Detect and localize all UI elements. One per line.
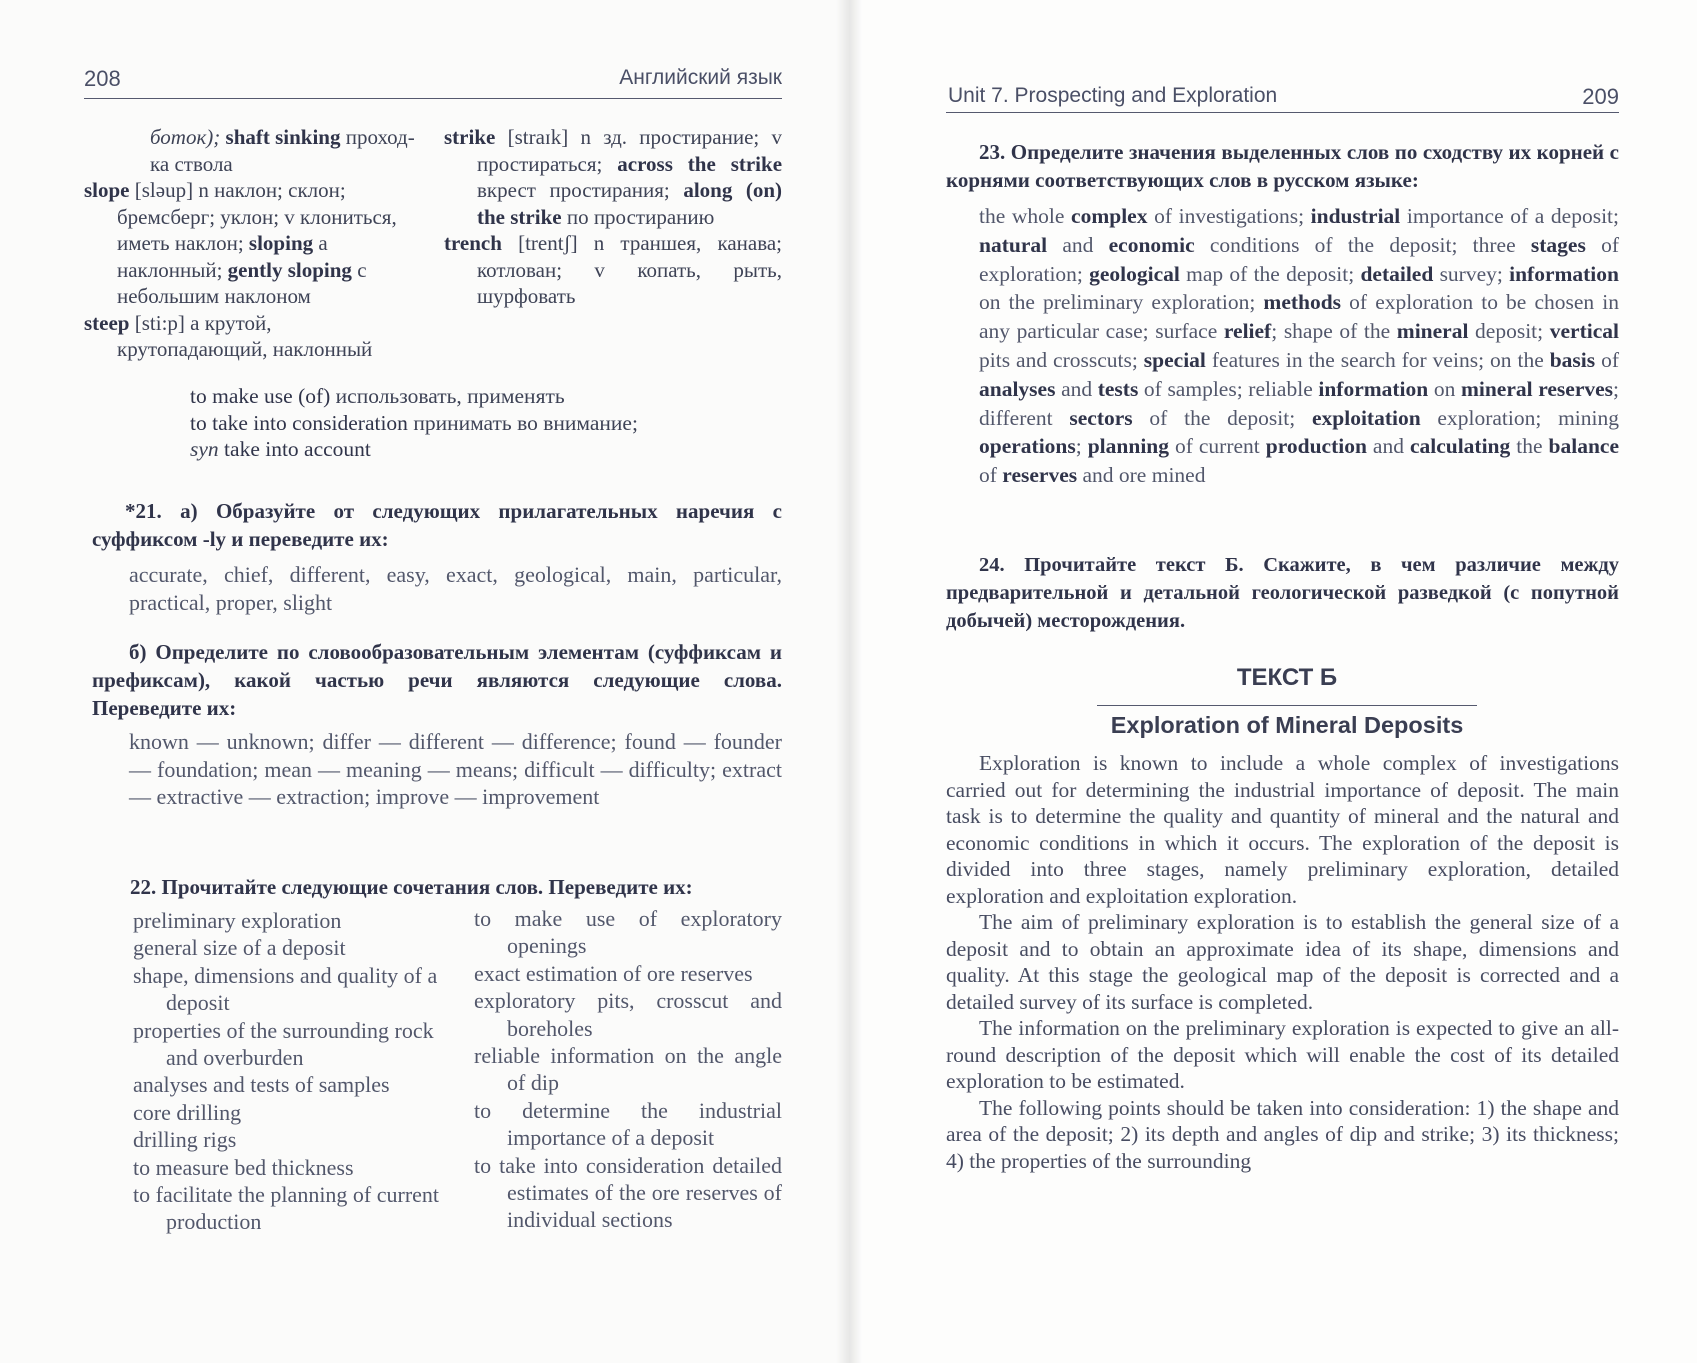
highlighted-word: vertical <box>1549 319 1619 344</box>
phrase-line: shape, dimensions and quality of a deposit <box>133 962 438 1016</box>
text-fragment: ; <box>1075 434 1088 459</box>
text-fragment: and <box>1047 232 1109 257</box>
vocab-definition: проход-ка ствола <box>150 125 415 176</box>
left-page <box>0 0 848 1363</box>
phrase-line: to determine the industrial importance of a deposit <box>474 1097 782 1151</box>
highlighted-word: detailed <box>1360 261 1434 286</box>
task-23 <box>946 138 1619 490</box>
text-fragment: on <box>1428 376 1461 401</box>
text-fragment: ; shape of the <box>1271 319 1397 344</box>
highlighted-word: stages <box>1530 232 1586 257</box>
text-title: Exploration of Mineral Deposits <box>1110 712 1464 738</box>
phrase-syn: syn <box>190 437 219 461</box>
highlighted-word: basis <box>1549 347 1596 372</box>
vocab-definition: по простиранию <box>566 204 715 229</box>
running-head: Unit 7. Prospecting and Exploration <box>948 84 1278 107</box>
text-fragment: importance of a deposit; <box>1400 204 1619 228</box>
text-fragment: and ore mined <box>1077 463 1206 488</box>
text-label: ТЕКСТ Б <box>1236 664 1338 691</box>
phrase-line: exact estimation of ore reserves <box>474 960 753 986</box>
vocab-definition: [straɪk] n зд. простирание; v простираться; <box>477 125 782 176</box>
running-head: Английский язык <box>619 66 782 89</box>
task-21a-title: *21. а) Образуйте от следующих прилагательных наречия с суффиксом -ly и переведите их: <box>92 499 782 551</box>
text-fragment: deposit; <box>1468 319 1550 344</box>
phrase-line: drilling rigs <box>133 1127 237 1153</box>
task-24-title: 24. Прочитайте текст Б. Скажите, в чем различие между предварительной и детальной геологической разведкой (с попутной добычей) месторождения. <box>946 554 1619 632</box>
text-fragment: pits and crosscuts; <box>979 347 1144 372</box>
task-22 <box>130 873 782 901</box>
phrase-term: take into account <box>224 437 371 461</box>
phrase-line: core drilling <box>133 1099 242 1125</box>
vocab-definition: [sti:p] a крутой, крутопадающий, наклонный <box>117 310 373 361</box>
highlighted-word: information <box>1509 261 1619 286</box>
phrase-line: to facilitate the planning of current production <box>133 1182 440 1235</box>
vocab-definition: с небольшим наклоном <box>117 257 367 308</box>
task-21a-words: accurate, chief, different, easy, exact, geological, main, particular, practical, proper, slight <box>129 562 782 615</box>
highlighted-word: mineral reserves <box>1460 376 1614 401</box>
text-fragment: on the preliminary exploration; <box>979 290 1264 315</box>
highlighted-word: calculating <box>1409 434 1511 459</box>
phrase-term: to make use (of) <box>190 384 331 408</box>
text-fragment: survey; <box>1433 261 1510 286</box>
header-rule <box>84 98 782 99</box>
highlighted-word: relief <box>1223 319 1272 344</box>
vocab-definition: вкрест простирания; <box>477 178 670 202</box>
phrase-line: properties of the surrounding rock and overburden <box>133 1017 434 1071</box>
phrase-line: general size of a deposit <box>133 935 346 961</box>
vocab-term: across the strike <box>617 151 783 176</box>
phrase-item <box>190 436 782 463</box>
task-23-words <box>979 202 1619 490</box>
phrase-line: analyses and tests of samples <box>133 1072 390 1098</box>
right-page <box>849 0 1697 1363</box>
vocab-entry <box>117 124 420 177</box>
vocab-term: strike <box>444 125 496 149</box>
phrase-term: to take into consideration <box>190 410 408 435</box>
highlighted-word: balance <box>1548 434 1619 459</box>
vocab-term: sloping <box>248 231 314 255</box>
text-fragment: of current <box>1169 434 1266 459</box>
task-21a <box>92 497 782 616</box>
vocab-term: steep <box>84 310 130 335</box>
highlighted-word: exploitation <box>1311 405 1421 430</box>
highlighted-word: analyses <box>979 376 1056 401</box>
paragraph: Exploration is known to include a whole complex of investigations carried out for determining the industrial importance of deposit. The main task is to determine the quality and quantity of mineral and the natural and economic conditions in which it occurs. The exploration of the deposit is divided into three stages, namely preliminary exploration, detailed exploration and exploitation exploration. <box>946 751 1619 908</box>
phrase-item <box>190 383 782 410</box>
text-body <box>946 750 1619 1174</box>
text-fragment: exploration; mining <box>1420 405 1619 430</box>
highlighted-word: mineral <box>1396 319 1469 344</box>
vocab-column-1 <box>84 124 420 363</box>
vocab-definition: [slǝup] n наклон; склон; бремсберг; уклон; v клониться, иметь наклон; <box>117 178 397 255</box>
phrase-translation: использовать, применять <box>335 384 565 408</box>
text-fragment: of investigations; <box>1147 204 1311 228</box>
task-23-title: 23. Определите значения выделенных слов по сходству их корней с корнями соответствующих слов в русском языке: <box>946 140 1619 192</box>
text-fragment: of <box>979 463 1003 488</box>
text-fragment: the <box>1510 434 1549 459</box>
title-rule <box>1097 705 1477 706</box>
text-fragment: of exploration to be chosen in any particular case; surface <box>979 290 1619 344</box>
text-fragment: features in the search for veins; on the <box>1205 347 1550 372</box>
highlighted-word: complex <box>1071 204 1148 228</box>
header-rule <box>946 112 1619 113</box>
text-fragment: of samples; reliable <box>1138 376 1319 401</box>
highlighted-word: natural <box>979 232 1048 257</box>
text-fragment: map of the deposit; <box>1179 261 1361 286</box>
phrase-item <box>190 410 782 437</box>
task-22-column-2 <box>474 905 782 1234</box>
phrase-translation: принимать во внимание; <box>413 410 638 435</box>
task-22-title: 22. Прочитайте следующие сочетания слов. Переведите их: <box>130 875 693 899</box>
text-fragment: ; different <box>979 376 1620 430</box>
vocab-italic: боток); <box>150 125 221 149</box>
phrase-line: to take into consideration detailed estimates of the ore reserves of individual sections <box>474 1152 782 1233</box>
highlighted-word: reserves <box>1002 463 1078 488</box>
paragraph: The following points should be taken into consideration: 1) the shape and area of the deposit; 2) its depth and angles of dip and strike; 3) its thickness; 4) the properties of the surrounding <box>946 1095 1619 1173</box>
vocab-term: trench <box>444 231 502 255</box>
vocab-term: gently sloping <box>227 257 352 282</box>
text-fragment: of exploration; <box>979 232 1619 286</box>
phrase-line: reliable information on the angle of dip <box>474 1043 782 1096</box>
task-24 <box>946 551 1619 635</box>
vocab-term: along (on) the strike <box>477 178 783 229</box>
text-fragment: the whole <box>979 204 1072 228</box>
highlighted-word: production <box>1265 434 1367 459</box>
vocab-term: shaft sinking <box>225 125 341 149</box>
highlighted-word: sectors <box>1069 405 1133 430</box>
phrase-list <box>190 383 782 463</box>
paragraph: The aim of preliminary exploration is to establish the general size of a deposit and to obtain an approximate idea of its shape, dimensions and quality. At this stage the geological map of the deposit is corrected and a detailed survey of its surface is completed. <box>946 910 1619 1014</box>
task-22-column-1 <box>133 907 449 1236</box>
vocab-entry <box>444 124 782 230</box>
vocab-column-2 <box>444 124 782 310</box>
text-fragment: and <box>1055 376 1098 401</box>
vocab-definition: a наклонный; <box>117 231 328 282</box>
vocab-entry <box>84 177 420 310</box>
text-fragment: conditions of the deposit; three <box>1194 232 1531 257</box>
vocab-entry <box>444 230 782 310</box>
paragraph: The information on the preliminary exploration is expected to give an all-round description of the deposit which will enable the cost of its detailed exploration to be estimated. <box>946 1016 1619 1093</box>
task-21b <box>92 638 782 811</box>
text-fragment: of the deposit; <box>1132 405 1312 430</box>
highlighted-word: economic <box>1108 232 1195 257</box>
highlighted-word: industrial <box>1310 204 1401 228</box>
vocab-definition: [trentʃ] n траншея, канава; котлован; v копать, рыть, шурфовать <box>477 231 783 308</box>
text-fragment: of <box>1595 347 1619 372</box>
phrase-line: preliminary exploration <box>133 908 342 933</box>
page-number: 208 <box>84 66 121 91</box>
highlighted-word: operations <box>979 434 1076 459</box>
highlighted-word: tests <box>1097 376 1139 401</box>
task-21b-words: known — unknown; differ — different — difference; found — founder — foundation; mean — meaning — means; difficult — difficulty; extract — extractive — extraction; improve — improvement <box>129 729 782 809</box>
phrase-line: to measure bed thickness <box>133 1154 354 1180</box>
task-21b-title: б) Определите по словообразовательным элементам (суффиксам и префиксам), какой частью речи являются следующие слова. Переведите их: <box>92 640 782 720</box>
highlighted-word: geological <box>1089 261 1180 286</box>
highlighted-word: information <box>1318 376 1429 401</box>
highlighted-word: methods <box>1263 290 1342 315</box>
page-number: 209 <box>1582 84 1619 109</box>
highlighted-word: special <box>1143 347 1206 372</box>
highlighted-word: planning <box>1087 434 1169 459</box>
phrase-line: exploratory pits, crosscut and boreholes <box>474 988 782 1041</box>
vocab-term: slope <box>84 178 130 202</box>
phrase-line: to make use of exploratory openings <box>474 906 782 959</box>
vocab-entry <box>84 310 420 363</box>
text-fragment: and <box>1366 434 1410 459</box>
